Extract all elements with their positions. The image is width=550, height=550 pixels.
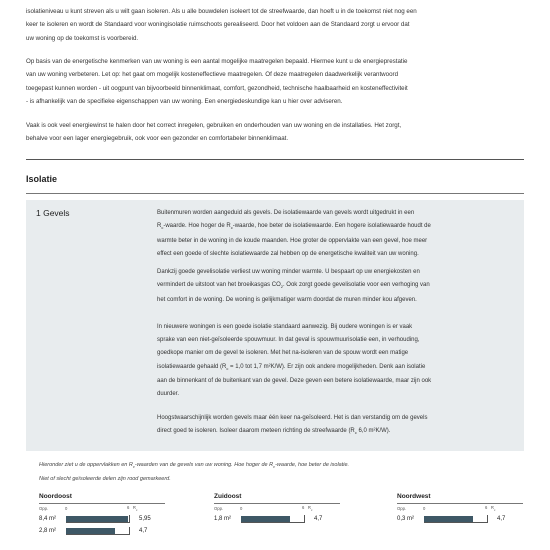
scale-max-label: 6 $R_c$: [485, 505, 496, 512]
text-line: vermindert de uitstoot van het broeikasgas $CO_2$. Ook zorgt goede gevelisolatie voor een verhoging van: [157, 282, 430, 290]
facade-column: [39, 493, 179, 550]
bar-track: [66, 522, 130, 523]
area-value: 2,8 m²: [39, 528, 57, 534]
gevels-paragraph-1: [157, 207, 500, 261]
gevels-title: 1 Gevels: [36, 208, 70, 218]
intro-paragraph-1: [26, 5, 526, 45]
text-line: In nieuwere woningen is een goede isolatie standaard aanwezig. Bij oudere woningen is er vaak: [157, 324, 413, 330]
text-line: Vaak is ook veel energiewinst te halen door het correct inregelen, gebruiken en onderhouden van uw woning en de installaties. Het zorgt,: [26, 122, 402, 129]
area-header: Opp.: [397, 506, 407, 511]
area-value: 1,8 m²: [214, 516, 232, 522]
target-tick: [129, 527, 130, 535]
text-line: Hieronder ziet u de oppervlakken en $R_c$-waarden van de gevels van uw woning. Hoe hoger de $R_c$-waarde, hoe beter de isolatie.: [39, 462, 350, 470]
text-line: uw woning op de toekomst is voorbereid.: [26, 34, 139, 42]
text-line: sprake van een niet-geïsoleerde spouwmuur. In dat geval is spouwmuurisolatie een, in verhouding,: [157, 337, 420, 344]
bar-track: [241, 522, 305, 523]
text-line: - is afhankelijk van de specifieke eigenschappen van uw woning. Een energiedeskundige kan u hier over adviseren.: [26, 98, 343, 106]
gevels-paragraph-2: [157, 266, 500, 307]
text-line: effect een goede of slechte isolatiewaarde zal hebben op de energetische kwaliteit van uw woning.: [157, 250, 419, 257]
text-line: Buitenmuren worden aangeduid als gevels. De isolatiewaarde van gevels wordt uitgedrukt in een: [157, 210, 415, 216]
facade-direction-title: Noordoost: [39, 493, 72, 500]
facade-row: [214, 513, 354, 525]
area-value: 0,3 m²: [397, 516, 415, 522]
text-line: direct goed te isoleren. Isoleer daarom meteen richting de streefwaarde ($R_c$ 6,0 m²K/W).: [157, 428, 391, 436]
facade-column: [214, 493, 354, 550]
text-line: Niet of slecht geïsoleerde delen zijn rood gemarkeerd.: [39, 476, 171, 483]
facade-column: [397, 493, 537, 550]
rc-scale: [214, 504, 354, 513]
facade-row: [397, 513, 537, 525]
area-header: Opp.: [39, 506, 49, 511]
text-line: warmte beter in de woning in de koude maanden. Hoe groter de oppervlakte van een gevel, hoe meer: [157, 237, 428, 244]
scale-max-label: 6 $R_c$: [127, 505, 138, 512]
rc-value: 5,95: [139, 516, 151, 522]
rc-value: 4,7: [139, 528, 148, 534]
intro-paragraph-3: [26, 119, 526, 146]
text-line: van uw woning verbeteren. Let op: het gaat om mogelijk kosteneffectieve maatregelen. Of deze maatregelen daadwerkelijk verantwoord: [26, 71, 399, 79]
text-line: het comfort in de woning. De woning is gelijkmatiger warm doordat de muren minder kou afgeven.: [157, 296, 417, 303]
text-line: isolatieniveau u kunt streven als u wilt gaan isoleren. Als u alle bouwdelen isoleert tot de streefwaarde, dan hoeft u in de toekomst niet nog een: [26, 8, 417, 15]
bar-track: [66, 534, 130, 535]
facade-direction-title: Zuidoost: [214, 493, 242, 500]
text-line: Hoogstwaarschijnlijk worden gevels maar één keer na-geïsoleerd. Het is dan verstandig om de gevels: [157, 415, 428, 421]
divider: [26, 193, 524, 194]
scale-min-label: 0: [423, 506, 426, 511]
rc-value: 4,7: [497, 516, 506, 522]
target-tick: [304, 515, 305, 523]
text-line: behalve voor een lager energiegebruik, ook voor een gezonder en comfortabeler binnenklimaat.: [26, 135, 289, 143]
facade-direction-title: Noordwest: [397, 493, 431, 500]
text-line: Dankzij goede gevelisolatie verliest uw woning minder warmte. U bespaart op uw energiekosten en: [157, 269, 420, 275]
target-tick: [487, 515, 488, 523]
text-line: toegepast kunnen worden - uit oogpunt van bijvoorbeeld binnenklimaat, comfort, gezondheid, technische haalbaarheid en kosteneffectiviteit: [26, 84, 408, 92]
facade-row: [39, 513, 179, 525]
rc-scale: [397, 504, 537, 513]
bar-track: [424, 522, 488, 523]
scale-min-label: 0: [240, 506, 243, 511]
divider: [26, 159, 524, 160]
text-line: aan de binnenkant of de buitenkant van de gevel. Deze geven een betere isolatiewaarde, maar zijn ook: [157, 378, 432, 384]
intro-paragraph-2: [26, 55, 526, 109]
text-line: duurder.: [157, 391, 180, 398]
gevels-paragraph-4: [157, 412, 500, 440]
text-line: isolatiewaarde gehaald ($R_c = 1,0$ tot 1,7 m²K/W). Er zijn ook andere mogelijkheden. Denk aan isolatie: [157, 363, 426, 371]
area-header: Opp.: [214, 506, 224, 511]
gevels-paragraph-3: [157, 321, 500, 401]
rc-scale: [39, 504, 179, 513]
scale-max-label: 6 $R_c$: [302, 505, 313, 512]
text-line: keer te isoleren en wordt de Standaard voor woningisolatie ruimschoots gerealiseerd. Door het voldoen aan de Standaard zorgt u ervoor dat: [26, 21, 410, 29]
scale-min-label: 0: [65, 506, 68, 511]
text-line: Op basis van de energetische kenmerken van uw woning is een aantal mogelijke maatregelen bepaald. Hiermee kunt u de energieprestatie: [26, 58, 408, 65]
text-line: goedkope manier om de gevel te isoleren. Met het na-isoleren van de spouw wordt een matige: [157, 350, 409, 357]
section-title: Isolatie: [26, 174, 58, 184]
target-tick: [129, 515, 130, 523]
area-value: 8,4 m²: [39, 516, 57, 522]
text-line: $R_c$-waarde. Hoe hoger de $R_c$-waarde, hoe beter de isolatiewaarde. Een hogere isolatiewaarde houdt de: [157, 223, 431, 231]
facade-row: [39, 525, 179, 537]
panel-note: [39, 459, 509, 485]
rc-value: 4,7: [314, 516, 323, 522]
